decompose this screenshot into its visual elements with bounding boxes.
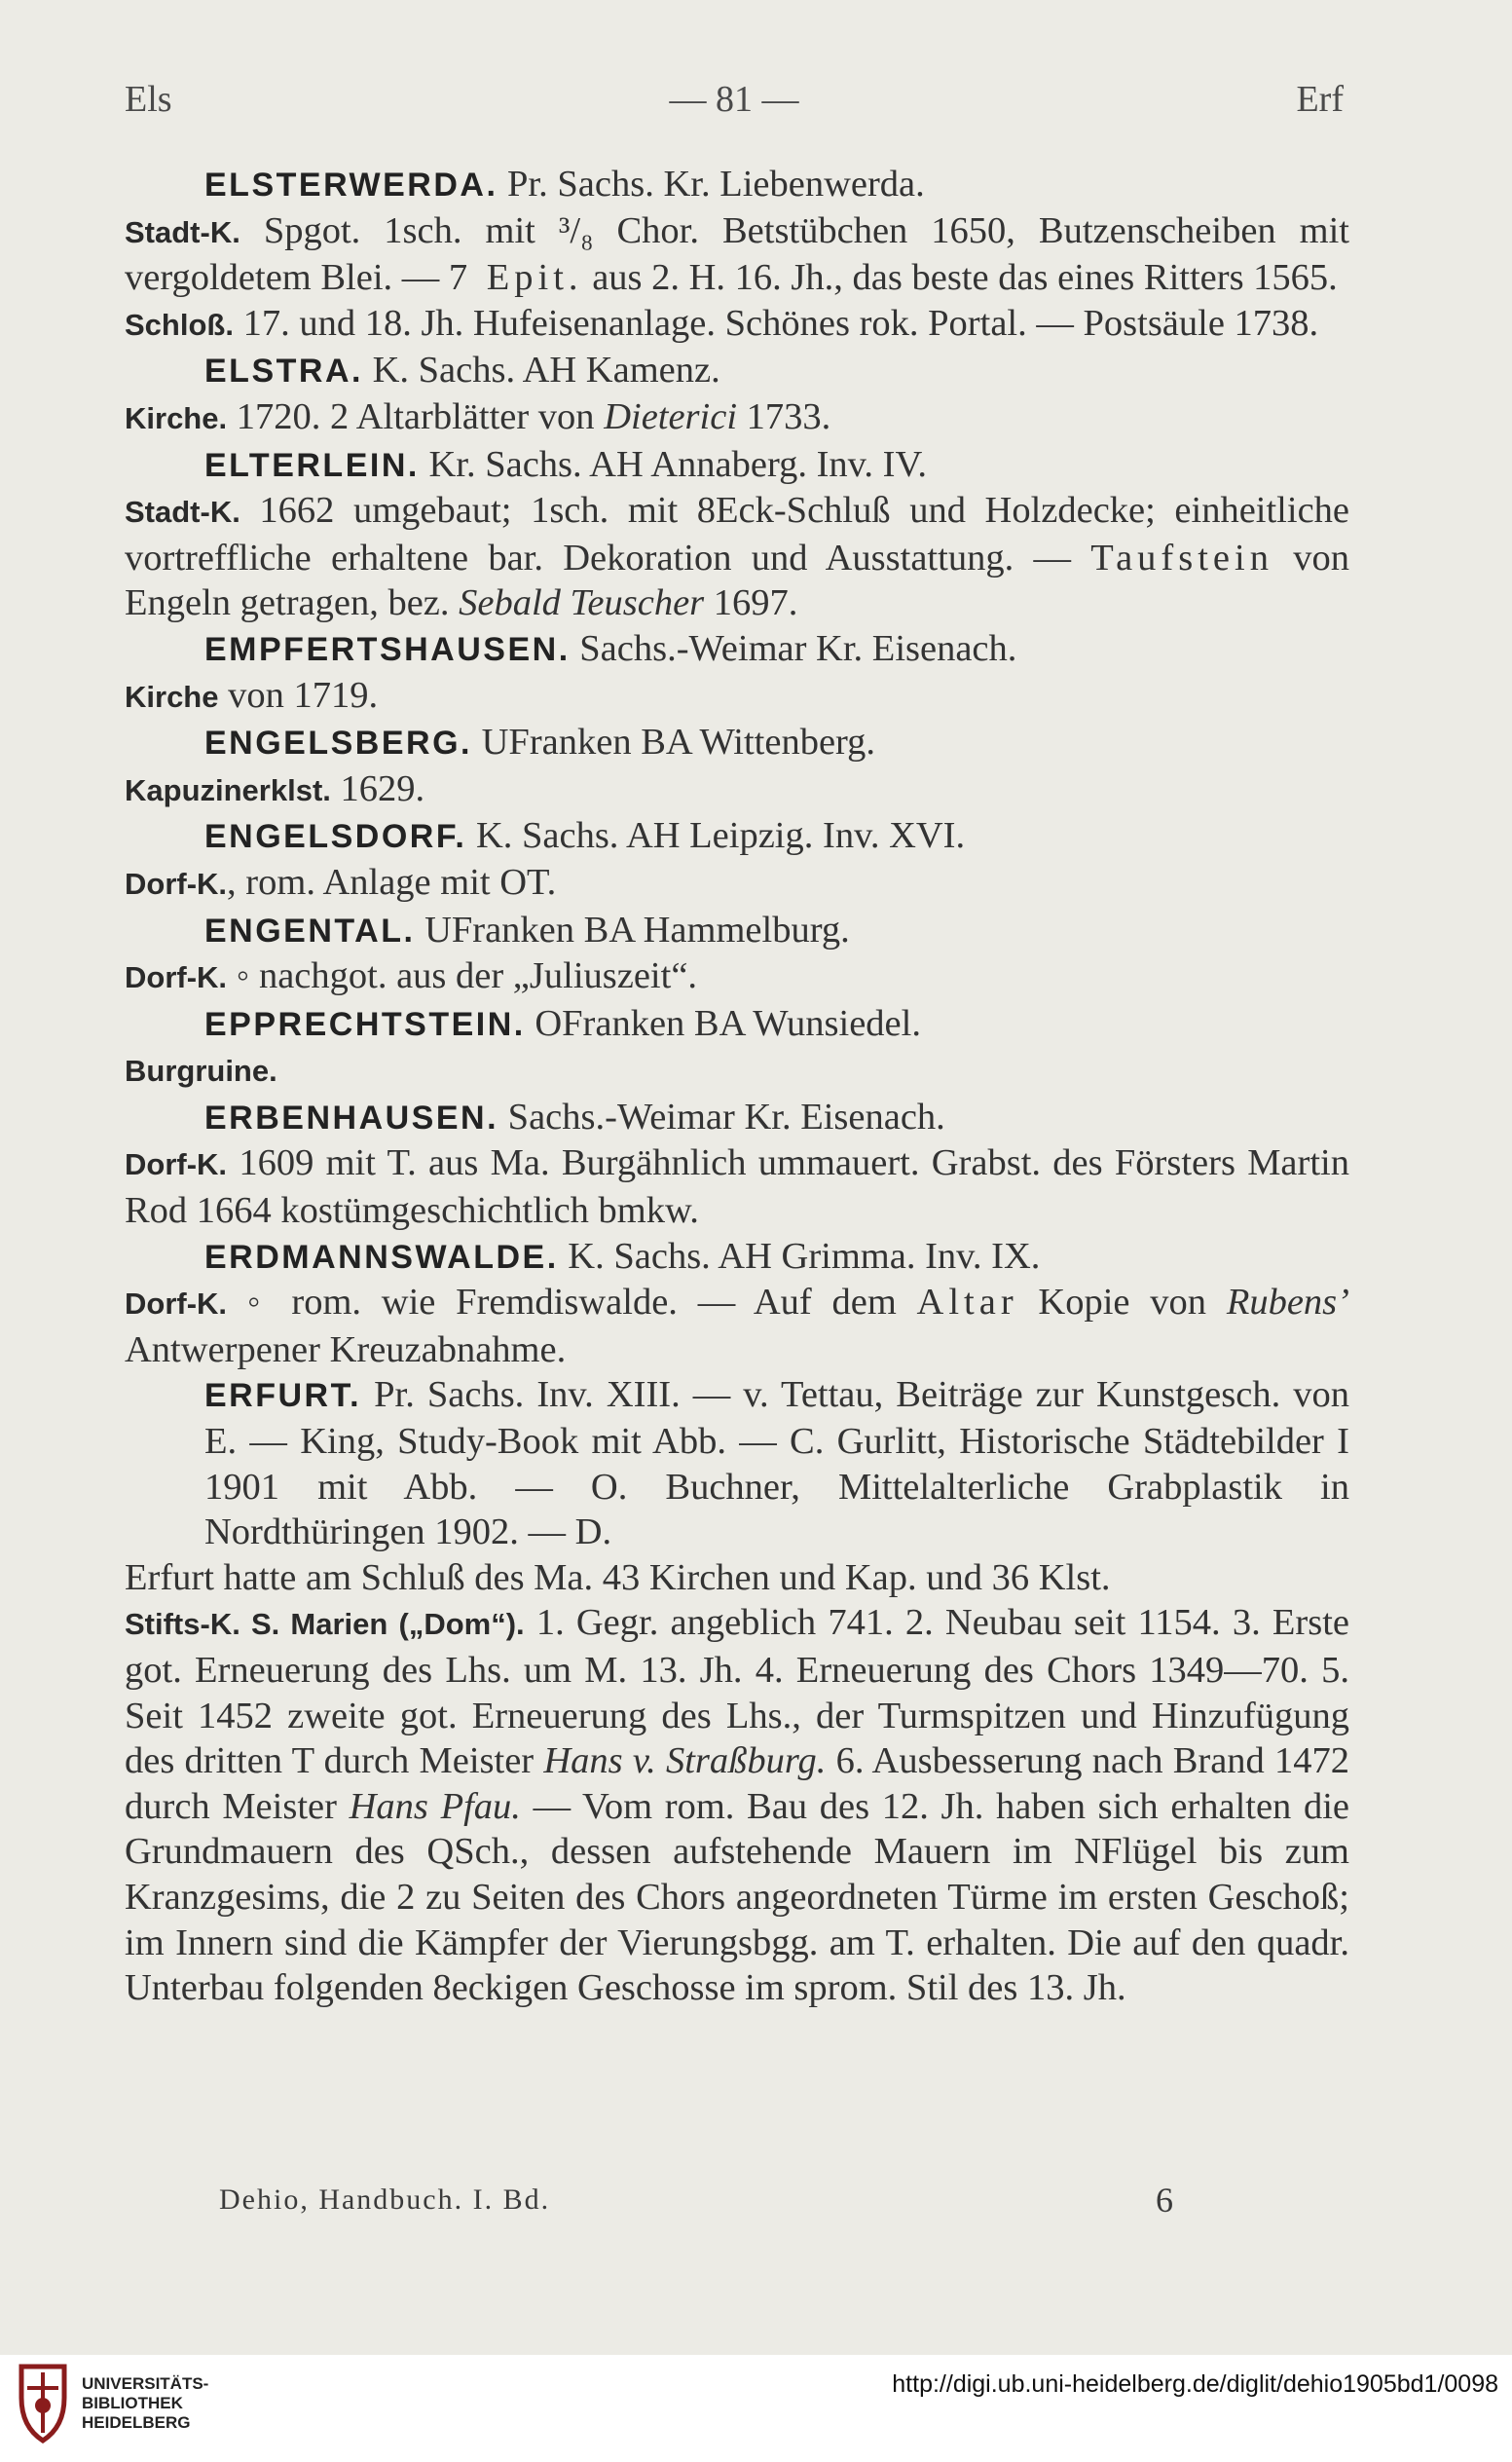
place-name: EMPFERTSHAUSEN. [204,630,571,668]
entry-heading [125,1095,1349,1141]
place-name: ERBENHAUSEN. [204,1099,499,1137]
place-name: ENGELSDORF. [204,818,467,856]
artist-name: Dieterici [604,395,738,437]
entry-paragraph [125,1047,1349,1095]
artist-name: Rubens’ [1226,1282,1349,1324]
entry-heading [125,162,1349,208]
paragraph-text: ◦ rom. wie Fremdiswalde. — Auf dem [227,1282,917,1324]
spaced-term: Altar [916,1282,1018,1324]
paragraph-text: aus 2. H. 16. Jh., das beste das eines Ritters 1565. [582,257,1338,299]
artist-name: Hans v. Straßburg. [543,1740,827,1782]
running-head-left: Els [125,79,172,120]
entry-paragraph [125,488,1349,626]
entry-heading [125,720,1349,766]
paragraph-text: 6. Ausbesserung nach Brand 1472 durch Meister [125,1740,1350,1827]
paragraph-text: 1662 umgebaut; 1sch. mit 8Eck-Schluß und Holzdecke; einheitliche vortreffliche erhaltene bar. Dekoration und Ausstattung. — [125,490,1349,578]
paragraph-text: Spgot. 1sch. mit ³/₈ Chor. Betstübchen 1650, Butzenscheiben mit vergoldetem Blei. — [125,209,1349,299]
entry-paragraph [125,301,1349,349]
entry-paragraph [125,1555,1349,1601]
building-label: Kapuzinerklst. [125,772,331,807]
entry-heading-text: OFranken BA Wunsiedel. [525,1002,921,1044]
paragraph-text: 1720. 2 Altarblätter von [227,395,605,437]
entry-paragraph [125,1280,1349,1372]
paragraph-text: Erfurt hatte am Schluß des Ma. 43 Kirchen und Kap. und 36 Klst. [125,1556,1111,1598]
entry-heading [125,1234,1349,1281]
entry-paragraph [125,953,1349,1001]
paragraph-text: von 1719. [218,674,379,716]
paragraph-text: 1. Gegr. angeblich 741. 2. Neubau seit 1154. 3. Erste got. Erneuerung des Lhs. um M. 13. Jh. 4. Erneuerung des Chors 1349—70. 5. Seit 1452 zweite got. Erneuerung des Lhs., der Turmspitzen und Hinzufügung des dritten T durch Meister [125,1602,1349,1782]
artist-name: Hans Pfau. [349,1785,521,1827]
entry-heading [125,908,1349,954]
spaced-term: 7 Epit. [448,257,583,299]
body-text [125,162,1349,2011]
paragraph-text: 1609 mit T. aus Ma. Burgähnlich ummauert. Grabst. des Försters Martin Rod 1664 kostümgeschichtlich bmkw. [125,1142,1349,1232]
paragraph-text: ◦ nachgot. aus der „Juliuszeit“. [227,955,698,997]
entry-heading-text: Kr. Sachs. AH Annaberg. Inv. IV. [419,443,927,485]
entry-paragraph [125,860,1349,908]
paragraph-text: Antwerpener Kreuzabnahme. [125,1328,567,1370]
library-name-line: HEIDELBERG [82,2413,191,2432]
entry-heading-text: UFranken BA Wittenberg. [471,722,876,764]
paragraph-text: 17. und 18. Jh. Hufeisenanlage. Schönes rok. Portal. — Postsäule 1738. [233,302,1319,344]
entry-heading [125,626,1349,673]
building-label: Dorf-K. [125,1287,228,1322]
place-name: ERFURT. [204,1377,362,1415]
entry-heading [125,442,1349,489]
entry-paragraph [125,673,1349,721]
library-name-line: UNIVERSITÄTS- [82,2374,209,2393]
page-number: — 81 — [669,79,799,120]
signature-number: 6 [1156,2181,1173,2220]
entry-heading-text: Pr. Sachs. Kr. Liebenwerda. [498,164,925,205]
spaced-term: Taufstein [1090,537,1273,578]
building-label: Stadt-K. [125,214,240,249]
paragraph-text: Kopie von [1017,1282,1227,1324]
building-label: Dorf-K. [125,1147,228,1182]
signature-line: Dehio, Handbuch. I. Bd. [219,2183,551,2216]
building-label: Stifts-K. S. Marien („Dom“). [125,1607,525,1642]
place-name: EPPRECHTSTEIN. [204,1005,526,1043]
entry-heading-text: K. Sachs. AH Grimma. Inv. IX. [558,1235,1041,1277]
place-name: ELTERLEIN. [204,446,420,484]
place-name: ELSTERWERDA. [204,167,498,204]
place-name: ERDMANNSWALDE. [204,1238,559,1276]
entry-heading-text: UFranken BA Hammelburg. [415,909,850,951]
building-label: Burgruine. [125,1054,277,1089]
entry-heading [125,1001,1349,1048]
entry-heading-text: Sachs.-Weimar Kr. Eisenach. [570,627,1017,669]
running-head-right: Erf [1296,79,1344,120]
page-footer [219,2177,1173,2223]
running-head [125,73,1344,126]
place-name: ENGENTAL. [204,912,416,950]
building-label: Kirche. [125,400,228,435]
library-name-line: BIBLIOTHEK [82,2394,183,2412]
library-seal-icon [14,2359,72,2446]
paragraph-text: — Vom rom. Bau des 12. Jh. haben sich erhalten die Grundmauern des QSch., dessen aufstehende Mauern im NFlügel bis zum Kranzgesims, die 2 zu Seiten des Chors angeordneten Türme im ersten Geschoß; im Innern sind die Kämpfer der Vierungsbgg. am T. erhalten. Die auf den quadr. Unterbau folgenden 8eckigen Geschosse im sprom. Stil des 13. Jh. [125,1785,1350,2009]
entry-heading-text: K. Sachs. AH Leipzig. Inv. XVI. [466,815,966,857]
paragraph-text: 1733. [737,395,831,437]
library-logo[interactable] [14,2357,267,2454]
source-url[interactable]: http://digi.ub.uni-heidelberg.de/diglit/dehio1905bd1/0098 [892,2370,1498,2398]
entry-paragraph [125,1600,1349,2010]
entry-paragraph [125,394,1349,442]
entry-heading-text: Pr. Sachs. Inv. XIII. — v. Tettau, Beiträge zur Kunstgesch. von E. — King, Study-Book mit Abb. — C. Gurlitt, Historische Städtebilder I 1901 mit Abb. — O. Buchner, Mittelalterliche Grabplastik in Nordthüringen 1902. — D. [204,1374,1349,1553]
paragraph-text: von Engeln getragen, bez. [125,537,1349,624]
place-name: ENGELSBERG. [204,725,472,763]
building-label: Dorf-K. [125,866,228,901]
entry-heading [125,348,1349,394]
entry-heading-text: K. Sachs. AH Kamenz. [362,350,720,392]
artist-name: Sebald Teuscher [459,582,705,624]
paragraph-text: 1697. [704,582,798,624]
building-label: Schloß. [125,307,234,342]
paragraph-text: 1629. [330,767,425,809]
building-label: Stadt-K. [125,495,240,530]
entry-heading [125,1372,1349,1554]
entry-heading [125,813,1349,860]
entry-heading-text: Sachs.-Weimar Kr. Eisenach. [498,1096,945,1138]
entry-paragraph [125,208,1349,301]
place-name: ELSTRA. [204,353,363,391]
building-label: Dorf-K. [125,960,228,995]
entry-paragraph [125,1140,1349,1233]
library-name [82,2374,208,2433]
paragraph-text: , rom. Anlage mit OT. [227,861,557,903]
entry-paragraph [125,766,1349,814]
building-label: Kirche [125,679,219,714]
